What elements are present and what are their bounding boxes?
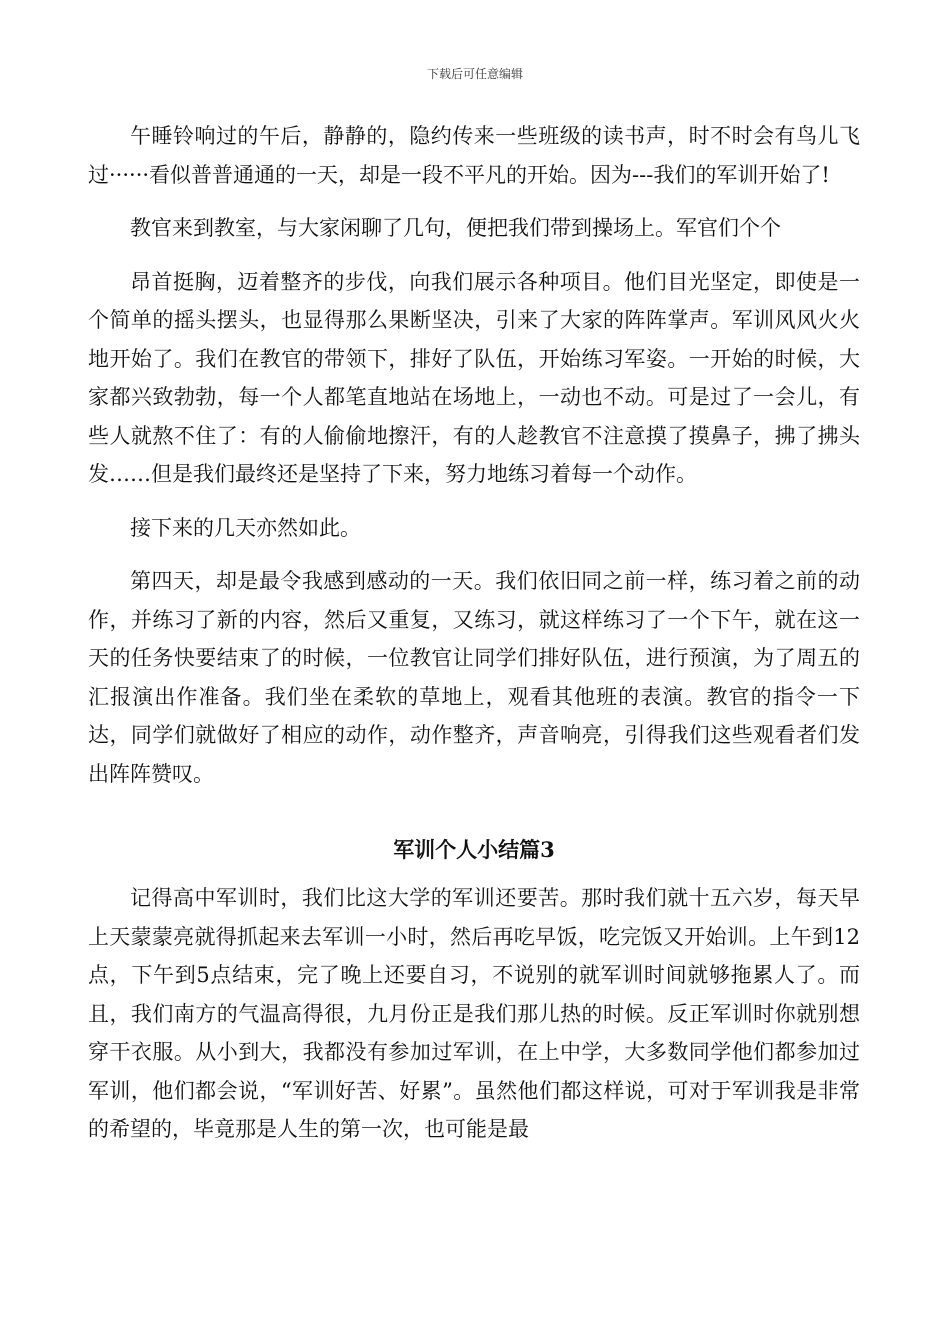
paragraph-2: 教官来到教室，与大家闲聊了几句，便把我们带到操场上。军官们个个	[130, 216, 781, 240]
paragraph-4: 接下来的几天亦然如此。	[130, 515, 361, 540]
paragraph-5: 第四天，却是最令我感到感动的一天。我们依旧同之前一样，练习着之前的动作，并练习了新的内容，然后又重复，又练习，就这样练习了一个下午，就在这一天的任务快要结束了的时候，一位教官让同学们排好队伍，进行预演，为了周五的汇报演出作准备。我们坐在柔软的草地上，观看其他班的表演。教官的指令一下达，同学们就做好了相应的动作，动作整齐，声音响亮，引得我们这些观看者们发出阵阵赞叹。	[88, 569, 860, 786]
document-body	[88, 117, 860, 1149]
paragraph-1: 午睡铃响过的午后，静静的，隐约传来一些班级的读书声，时不时会有鸟儿飞过······看似普普通通的一天，却是一段不平凡的开始。因为---我们的军训开始了!	[88, 124, 860, 187]
paragraph-3: 昂首挺胸，迈着整齐的步伐，向我们展示各种项目。他们目光坚定，即使是一个简单的摇头摆头，也显得那么果断坚决，引来了大家的阵阵掌声。军训风风火火地开始了。我们在教官的带领下，排好了队伍，开始练习军姿。一开始的时候，大家都兴致勃勃，每一个人都笔直地站在场地上，一动也不动。可是过了一会儿，有些人就熬不住了：有的人偷偷地擦汗，有的人趁教官不注意摸了摸鼻子，拂了拂头发……但是我们最终还是坚持了下来，努力地练习着每一个动作。	[88, 269, 860, 486]
page-header: 下载后可任意编辑	[426, 67, 523, 81]
section-heading: 军训个人小结篇3	[393, 837, 555, 862]
paragraph-6: 记得高中军训时，我们比这大学的军训还要苦。那时我们就十五六岁，每天早上天蒙蒙亮就得抓起来去军训一小时，然后再吃早饭，吃完饭又开始训。上午到12点，下午到5点结束，完了晚上还要自习，不说别的就军训时间就够拖累人了。而且，我们南方的气温高得很，九月份正是我们那儿热的时候。反正军训时你就别想穿干衣服。从小到大，我都没有参加过军训，在上中学，大多数同学他们都参加过军训，他们都会说，“军训好苦、好累”。虽然他们都这样说，可对于军训我是非常的希望的，毕竟那是人生的第一次，也可能是最	[88, 886, 860, 1141]
